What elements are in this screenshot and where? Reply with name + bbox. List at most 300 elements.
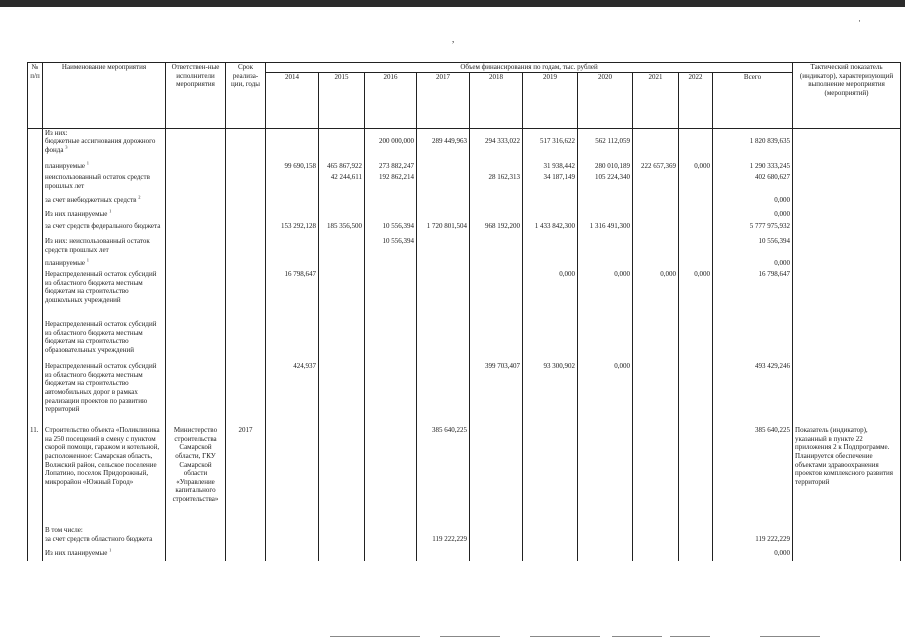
value-cell: 0,000 [679,270,713,320]
value-cell [365,270,417,320]
value-cell [319,237,365,259]
row-name [43,362,166,426]
item-11-number: 11. [28,426,43,526]
row-number [28,173,43,196]
value-cell [417,526,470,535]
year-2014: 2014 [266,72,319,128]
value-cell: 294 333,022 [470,137,523,162]
row-name [43,526,166,535]
value-cell: 200 000,000 [365,137,417,162]
value-cell: 0,000 [578,270,633,320]
row-term [226,535,266,549]
row-responsible [166,362,226,426]
value-cell [679,196,713,210]
row-name-text: Нераспределенный остаток субсидий из областного бюджета местным бюджетам на строительство образовательных учреждений [45,320,157,354]
value-cell [266,320,319,362]
value-cell [470,549,523,561]
value-cell [266,173,319,196]
table-row [28,137,901,162]
row-term [226,526,266,535]
table-row [28,173,901,196]
row-name-text: Нераспределенный остаток субсидий из областного бюджета местным бюджетам на строительство автомобильных дорог в рамках реализации проектов по развитию территорий [45,362,157,414]
value-cell [679,259,713,270]
row-name [43,173,166,196]
value-cell: 16 798,647 [713,270,793,320]
value-cell [365,320,417,362]
value-cell [470,210,523,222]
value-cell: 0,000 [713,259,793,270]
value-cell [523,259,578,270]
value-cell [679,237,713,259]
bottom-line-2 [440,636,500,637]
value-cell: 185 356,500 [319,222,365,237]
row-term [226,270,266,320]
value-cell [417,196,470,210]
header-name: Наименование мероприятия [43,63,166,129]
header-funding: Объем финансирования по годам, тыс. рублей [266,63,793,73]
row-name [43,222,166,237]
row-name [43,549,166,561]
row-name-text: Из них планируемые [45,210,108,219]
footnote-mark: 3 [65,144,68,150]
row-term [226,362,266,426]
value-cell: 0,000 [523,270,578,320]
value-cell: 562 112,059 [578,137,633,162]
item-11-term: 2017 [226,426,266,526]
value-cell [633,426,679,526]
row-number [28,535,43,549]
row-responsible [166,196,226,210]
table-row [28,320,901,362]
value-cell [266,549,319,561]
value-cell [578,526,633,535]
row-name-text: Нераспределенный остаток субсидий из областного бюджета местным бюджетам на строительство дошкольных учреждений [45,270,157,304]
table-row [28,270,901,320]
row-name [43,259,166,270]
row-responsible [166,549,226,561]
value-cell [679,210,713,222]
row-term [226,173,266,196]
value-cell: 402 680,627 [713,173,793,196]
value-cell [470,196,523,210]
row-number [28,237,43,259]
table-row [28,210,901,222]
value-cell: 192 862,214 [365,173,417,196]
value-cell [365,549,417,561]
value-cell [679,526,713,535]
footnote-mark: 2 [138,194,141,200]
value-cell [633,526,679,535]
item-11-indicator: Показатель (индикатор), указанный в пункте 22 приложения 2 к Подпрограмме. Планируется обеспечение объектами здравоохранения проектов комплексного развития территорий [793,426,901,526]
value-cell [266,259,319,270]
value-cell: 34 187,149 [523,173,578,196]
value-cell [266,237,319,259]
row-indicator [793,237,901,259]
year-2017: 2017 [417,72,470,128]
value-cell [470,535,523,549]
year-total: Всего [713,72,793,128]
value-cell [633,237,679,259]
value-cell: 10 556,394 [365,222,417,237]
row-indicator [793,535,901,549]
value-cell [523,535,578,549]
row-number [28,128,43,137]
value-cell [679,426,713,526]
row-name [43,320,166,362]
value-cell: 1 820 839,635 [713,137,793,162]
value-cell [417,362,470,426]
value-cell [365,362,417,426]
value-cell [417,259,470,270]
top-scan-border [0,0,905,7]
value-cell [319,362,365,426]
bottom-line-5 [670,636,710,637]
table-row [28,237,901,259]
row-indicator [793,549,901,561]
row-name [43,237,166,259]
row-name-text: за счет внебюджетных средств [45,196,137,205]
value-cell: 42 244,611 [319,173,365,196]
value-cell [633,549,679,561]
value-cell [417,237,470,259]
row-indicator [793,320,901,362]
value-cell: 0,000 [713,549,793,561]
row-responsible [166,162,226,173]
row-responsible [166,526,226,535]
value-cell [523,549,578,561]
row-indicator [793,196,901,210]
year-2020: 2020 [578,72,633,128]
value-cell [319,526,365,535]
value-cell [417,162,470,173]
row-name [43,128,166,137]
row-number [28,162,43,173]
table-row [28,259,901,270]
value-cell [633,128,679,137]
item-11-responsible: Министерство строительства Самарской области, ГКУ Самарской области «Управление капитального строительства» [166,426,226,526]
page-mark: , [452,34,455,44]
row-name-text: бюджетные ассигнования дорожного фонда [45,137,156,154]
value-cell: 31 938,442 [523,162,578,173]
footnote-mark: 1 [109,208,112,214]
row-name-text: В том числе: [45,526,83,535]
value-cell [523,210,578,222]
row-indicator [793,137,901,162]
table-row [28,526,901,535]
row-term [226,196,266,210]
value-cell [679,535,713,549]
value-cell: 1 316 491,300 [578,222,633,237]
value-cell: 424,937 [266,362,319,426]
row-indicator [793,270,901,320]
value-cell: 105 224,340 [578,173,633,196]
value-cell [679,222,713,237]
year-2019: 2019 [523,72,578,128]
value-cell: 289 449,963 [417,137,470,162]
row-name-text: планируемые [45,162,86,171]
row-responsible [166,320,226,362]
value-cell [633,535,679,549]
row-term [226,210,266,222]
value-cell [713,128,793,137]
row-responsible [166,128,226,137]
value-cell [319,259,365,270]
row-name [43,535,166,549]
bottom-line-1 [330,636,420,637]
value-cell [578,320,633,362]
value-cell [470,426,523,526]
value-cell [266,137,319,162]
year-2016: 2016 [365,72,417,128]
value-cell [266,535,319,549]
value-cell [417,173,470,196]
row-number [28,362,43,426]
value-cell [470,526,523,535]
header-term: Срок реализа-ции, годы [226,63,266,129]
value-cell [679,362,713,426]
value-cell [319,128,365,137]
row-responsible [166,137,226,162]
row-indicator [793,259,901,270]
value-cell: 385 640,225 [417,426,470,526]
value-cell [679,128,713,137]
value-cell: 0,000 [633,270,679,320]
value-cell [523,320,578,362]
value-cell [470,128,523,137]
value-cell: 1 720 801,504 [417,222,470,237]
value-cell [633,196,679,210]
footnote-mark: 1 [109,547,112,553]
row-name-text: Из них: [45,128,68,137]
row-name-text: за счет средств областного бюджета [45,535,153,544]
value-cell [713,526,793,535]
value-cell [633,362,679,426]
value-cell [266,526,319,535]
item-11-row [28,426,901,526]
value-cell [365,259,417,270]
value-cell [578,259,633,270]
value-cell [633,210,679,222]
row-name-text: Из них: неиспользованный остаток средств прошлых лет [45,237,150,254]
value-cell [365,210,417,222]
header-indicator: Тактический показатель (индикатор), характеризующий выполнение мероприятия (мероприятий) [793,63,901,129]
row-responsible [166,259,226,270]
row-indicator [793,362,901,426]
row-name-text: Из них планируемые [45,549,108,558]
row-name [43,162,166,173]
value-cell: 0,000 [679,162,713,173]
value-cell [319,535,365,549]
value-cell: 1 290 333,245 [713,162,793,173]
row-term [226,222,266,237]
table-row [28,362,901,426]
value-cell [365,128,417,137]
row-number [28,196,43,210]
row-responsible [166,210,226,222]
value-cell [319,320,365,362]
value-cell: 10 556,394 [365,237,417,259]
row-indicator [793,162,901,173]
value-cell [578,426,633,526]
value-cell [319,426,365,526]
row-number [28,210,43,222]
value-cell [266,128,319,137]
value-cell [578,549,633,561]
value-cell [578,128,633,137]
value-cell [365,535,417,549]
value-cell [470,237,523,259]
row-responsible [166,535,226,549]
value-cell [266,426,319,526]
value-cell: 99 690,158 [266,162,319,173]
value-cell: 399 703,407 [470,362,523,426]
value-cell [266,196,319,210]
row-responsible [166,222,226,237]
value-cell [523,237,578,259]
row-number [28,137,43,162]
year-2022: 2022 [679,72,713,128]
row-name-text: неиспользованный остаток средств прошлых лет [45,173,150,190]
value-cell [679,320,713,362]
value-cell: 222 657,369 [633,162,679,173]
value-cell [578,210,633,222]
row-indicator [793,526,901,535]
row-indicator [793,210,901,222]
row-responsible [166,237,226,259]
value-cell: 517 316,622 [523,137,578,162]
table-row [28,128,901,137]
program-table [27,62,901,561]
value-cell: 0,000 [578,362,633,426]
footnote-mark: 1 [86,257,90,263]
value-cell [713,320,793,362]
value-cell [365,526,417,535]
header-responsible: Ответствен-ные исполнители мероприятия [166,63,226,129]
value-cell [470,320,523,362]
row-responsible [166,270,226,320]
value-cell [470,259,523,270]
value-cell [679,549,713,561]
row-number [28,320,43,362]
year-2018: 2018 [470,72,523,128]
value-cell [633,320,679,362]
footnote-mark: 1 [86,160,90,166]
value-cell: 119 222,229 [713,535,793,549]
value-cell [523,196,578,210]
value-cell [417,210,470,222]
corner-mark: · [858,16,861,26]
bottom-line-6 [760,636,820,637]
row-name-text: за счет средств федерального бюджета [45,222,161,231]
row-indicator [793,128,901,137]
value-cell: 385 640,225 [713,426,793,526]
row-term [226,128,266,137]
item-11-name: Строительство объекта «Поликлиника на 250 посещений в смену с пунктом скорой помощи, гаражом и котельной, расположенное: Самарская область, Волжский район, сельское поселение Лопатино, поселок Придорожный, микрорайон «Южный Город» [43,426,166,526]
row-term [226,320,266,362]
row-name [43,137,166,162]
header-no: № п/п [28,63,43,129]
value-cell [417,128,470,137]
value-cell: 280 010,189 [578,162,633,173]
value-cell: 93 300,902 [523,362,578,426]
value-cell [578,535,633,549]
value-cell [523,526,578,535]
row-name [43,196,166,210]
bottom-line-4 [612,636,662,637]
value-cell: 5 777 975,932 [713,222,793,237]
value-cell: 273 882,247 [365,162,417,173]
value-cell [319,549,365,561]
row-name [43,210,166,222]
value-cell: 1 433 842,300 [523,222,578,237]
value-cell [633,137,679,162]
row-number [28,526,43,535]
value-cell: 465 867,922 [319,162,365,173]
row-term [226,162,266,173]
value-cell [633,222,679,237]
row-responsible [166,173,226,196]
row-number [28,549,43,561]
value-cell: 119 222,229 [417,535,470,549]
value-cell [679,173,713,196]
value-cell [470,162,523,173]
value-cell [319,270,365,320]
table-row [28,535,901,549]
value-cell [319,196,365,210]
value-cell [523,426,578,526]
value-cell [417,549,470,561]
row-term [226,137,266,162]
value-cell [365,426,417,526]
value-cell [470,270,523,320]
value-cell [365,196,417,210]
value-cell: 16 798,647 [266,270,319,320]
value-cell: 0,000 [713,210,793,222]
value-cell [319,137,365,162]
row-term [226,549,266,561]
value-cell: 10 556,394 [713,237,793,259]
value-cell [578,237,633,259]
value-cell [417,270,470,320]
value-cell [679,137,713,162]
value-cell: 493 429,246 [713,362,793,426]
bottom-line-3 [530,636,600,637]
row-name [43,270,166,320]
year-2015: 2015 [319,72,365,128]
value-cell [523,128,578,137]
table-row [28,162,901,173]
row-indicator [793,173,901,196]
row-indicator [793,222,901,237]
row-number [28,270,43,320]
value-cell [633,259,679,270]
value-cell [417,320,470,362]
value-cell: 28 162,313 [470,173,523,196]
row-name-text: планируемые [45,259,86,268]
table-row [28,549,901,561]
table-row [28,196,901,210]
value-cell: 968 192,200 [470,222,523,237]
value-cell: 0,000 [713,196,793,210]
value-cell [266,210,319,222]
value-cell [578,196,633,210]
row-term [226,259,266,270]
row-term [226,237,266,259]
year-2021: 2021 [633,72,679,128]
value-cell [633,173,679,196]
value-cell: 153 292,128 [266,222,319,237]
header-row-1 [28,63,901,73]
